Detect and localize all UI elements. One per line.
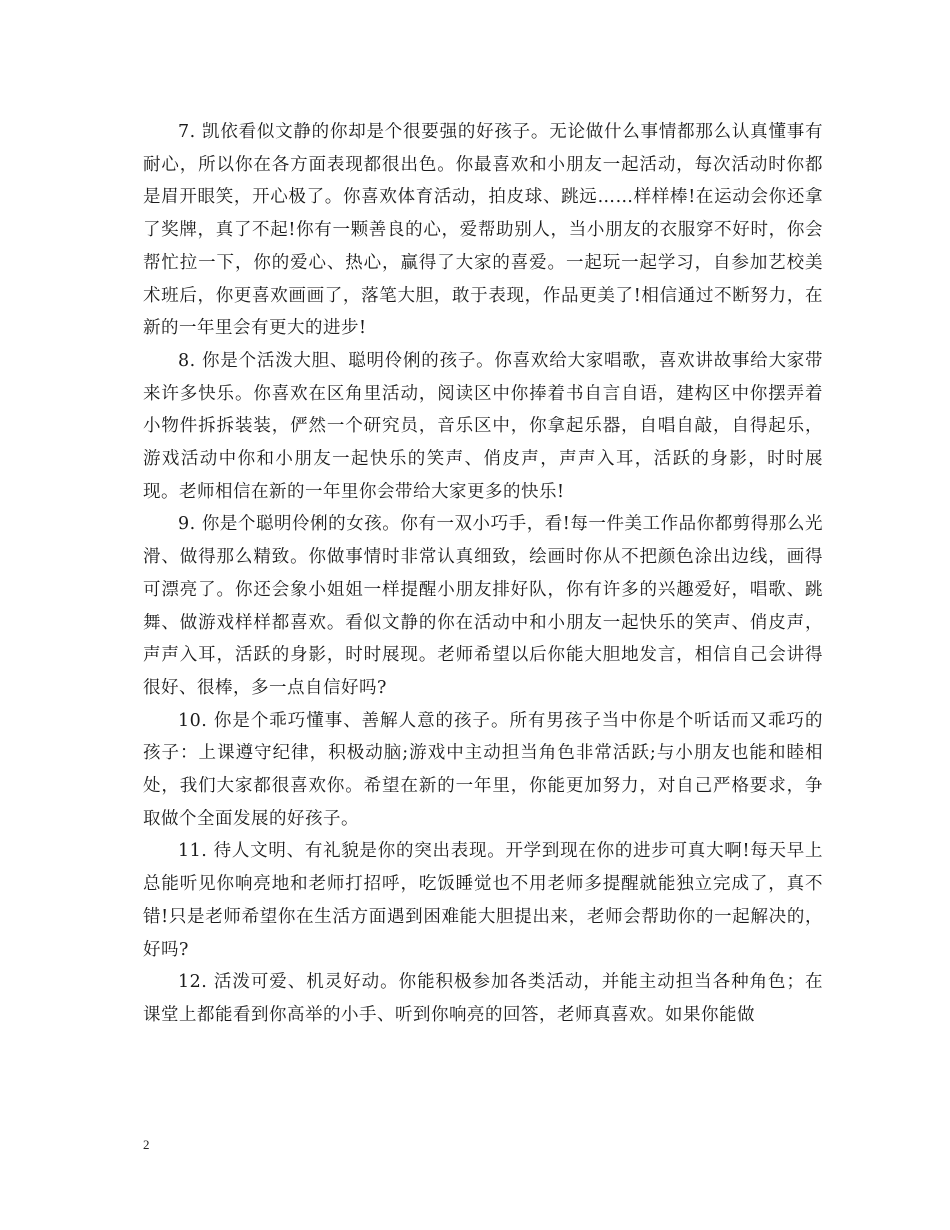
paragraph-text: 待人文明、有礼貌是你的突出表现。开学到现在你的进步可真大啊!每天早上总能听见你响亮地和老师打招呼，吃饭睡觉也不用老师多提醒就能独立完成了，真不错!只是老师希望你在生活方面遇到困难能大胆提出来，老师会帮助你的一起解决的，好吗? <box>143 841 823 960</box>
paragraph-text: 你是个乖巧懂事、善解人意的孩子。所有男孩子当中你是个听话而又乖巧的孩子：上课遵守纪律，积极动脑;游戏中主动担当角色非常活跃;与小朋友也能和睦相处，我们大家都很喜欢你。希望在新的一年里，你能更加努力，对自己严格要求，争取做个全面发展的好孩子。 <box>143 710 823 829</box>
paragraph-11 <box>143 835 823 966</box>
page-number: 2 <box>143 1137 150 1152</box>
document-body <box>143 116 823 1032</box>
paragraph-7 <box>143 116 823 345</box>
paragraph-number: 7. <box>178 122 196 142</box>
paragraph-text: 你是个聪明伶俐的女孩。你有一双小巧手，看!每一件美工作品你都剪得那么光滑、做得那么精致。你做事情时非常认真细致，绘画时你从不把颜色涂出边线，画得可漂亮了。你还会象小姐姐一样提醒小朋友排好队，你有许多的兴趣爱好，唱歌、跳舞、做游戏样样都喜欢。看似文静的你在活动中和小朋友一起快乐的笑声、俏皮声，声声入耳，活跃的身影，时时展现。老师希望以后你能大胆地发言，相信自己会讲得很好、很棒，多一点自信好吗? <box>143 514 823 698</box>
paragraph-12 <box>143 966 823 1031</box>
paragraph-10 <box>143 705 823 836</box>
paragraph-number: 10. <box>178 710 208 731</box>
paragraph-number: 8. <box>178 350 196 371</box>
paragraph-number: 12. <box>178 972 208 993</box>
paragraph-text: 你是个活泼大胆、聪明伶俐的孩子。你喜欢给大家唱歌，喜欢讲故事给大家带来许多快乐。你喜欢在区角里活动，阅读区中你捧着书自言自语，建构区中你摆弄着小物件拆拆装装，俨然一个研究员，音乐区中，你拿起乐器，自唱自敲，自得起乐，游戏活动中你和小朋友一起快乐的笑声、俏皮声，声声入耳，活跃的身影，时时展现。老师相信在新的一年里你会带给大家更多的快乐! <box>143 350 823 502</box>
paragraph-text: 活泼可爱、机灵好动。你能积极参加各类活动，并能主动担当各种角色；在课堂上都能看到你高举的小手、听到你响亮的回答，老师真喜欢。如果你能做 <box>143 972 823 1025</box>
paragraph-8 <box>143 345 823 509</box>
paragraph-number: 9. <box>178 514 196 535</box>
paragraph-text: 凯依看似文静的你却是个很要强的好孩子。无论做什么事情都那么认真懂事有耐心，所以你在各方面表现都很出色。你最喜欢和小朋友一起活动，每次活动时你都是眉开眼笑，开心极了。你喜欢体育活动，拍皮球、跳远……样样棒!在运动会你还拿了奖牌，真了不起!你有一颗善良的心，爱帮助别人，当小朋友的衣服穿不好时，你会帮忙拉一下，你的爱心、热心，赢得了大家的喜爱。一起玩一起学习，自参加艺校美术班后，你更喜欢画画了，落笔大胆，敢于表现，作品更美了!相信通过不断努力，在新的一年里会有更大的进步! <box>143 122 823 339</box>
paragraph-number: 11. <box>178 841 208 862</box>
paragraph-9 <box>143 508 823 704</box>
